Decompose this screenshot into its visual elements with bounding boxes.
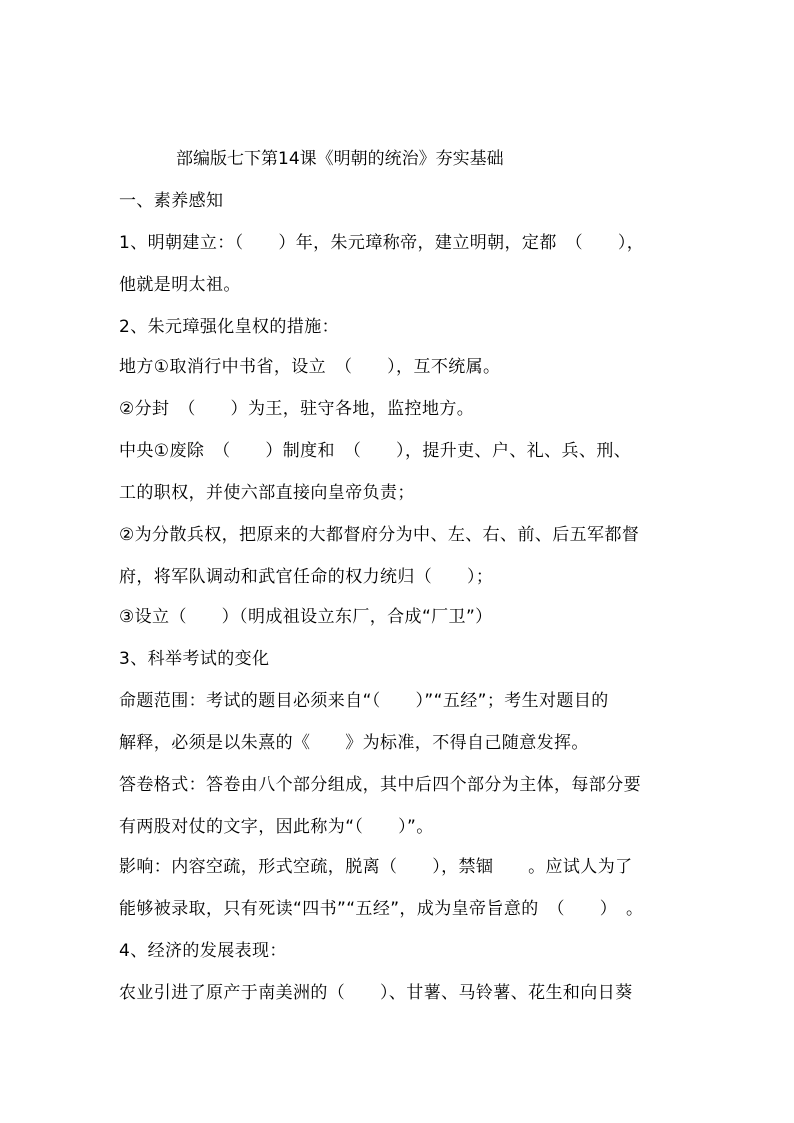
question-3-scope-2: 解释，必须是以朱熹的《 》为标准，不得自己随意发挥。 xyxy=(119,733,589,753)
question-2-central-3: ③设立（ ）（明成祖设立东厂，合成“厂卫”） xyxy=(119,607,493,627)
question-2-central-1: 中央①废除 （ ）制度和 （ ），提升吏、户、礼、兵、刑、 xyxy=(119,441,632,461)
question-3-format-1: 答卷格式：答卷由八个部分组成，其中后四个部分为主体，每部分要 xyxy=(119,775,641,795)
question-2-heading: 2、朱元璋强化皇权的措施： xyxy=(119,317,340,337)
question-3-impact-1: 影响：内容空疏，形式空疏，脱离（ ），禁锢 。应试人为了 xyxy=(119,857,633,877)
question-4-agriculture: 农业引进了原产于南美洲的（ ）、甘薯、马铃薯、花生和向日葵 xyxy=(119,983,633,1003)
question-1-line-1: 1、明朝建立：（ ）年，朱元璋称帝，建立明朝，定都 （ ）， xyxy=(119,233,645,253)
question-3-format-2: 有两股对仗的文字，因此称为“（ ）”。 xyxy=(119,817,434,837)
question-2-central-2-cont: 府，将军队调动和武官任命的权力统归（ ）； xyxy=(119,567,494,587)
question-4-heading: 4、经济的发展表现： xyxy=(119,941,287,961)
page-title: 部编版七下第14课《明朝的统治》夯实基础 xyxy=(176,149,504,169)
question-2-central-1-cont: 工的职权，并使六部直接向皇帝负责； xyxy=(119,483,415,503)
question-1-line-2: 他就是明太祖。 xyxy=(119,275,241,295)
question-2-local-2: ②分封 （ ）为王，驻守各地，监控地方。 xyxy=(119,399,475,419)
question-3-scope-1: 命题范围：考试的题目必须来自“（ ）”“五经”；考生对题目的 xyxy=(119,691,609,711)
question-2-central-2: ②为分散兵权，把原来的大都督府分为中、左、右、前、后五军都督 xyxy=(119,525,640,545)
question-3-impact-2: 能够被录取，只有死读“四书”“五经”，成为皇帝旨意的 （ ） 。 xyxy=(119,899,644,919)
question-2-local-1: 地方①取消行中书省，设立 （ ），互不统属。 xyxy=(119,357,501,377)
question-3-heading: 3、科举考试的变化 xyxy=(119,649,270,669)
section-heading-1: 一、素养感知 xyxy=(119,191,224,211)
